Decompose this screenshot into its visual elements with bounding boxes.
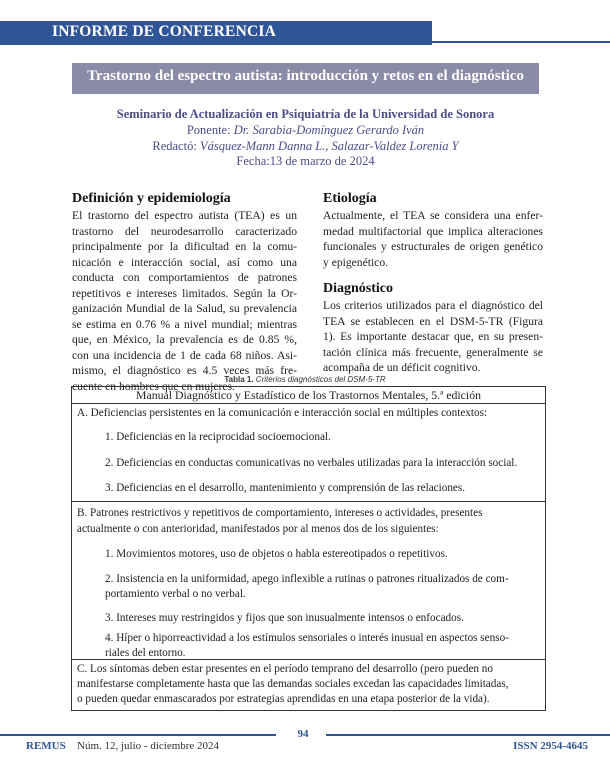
criterion-b-intro-cont: actualmente o con anterioridad, manifestados por al menos dos de los siguientes: <box>77 523 439 535</box>
diagnosis-heading: Diagnóstico <box>323 281 393 296</box>
paragraph-line: conducta con comportamientos de patrones <box>72 271 297 284</box>
paragraph-line: medad multifactorial que implica alteraciones <box>323 224 543 238</box>
criterion-a3: 3. Deficiencias en el desarrollo, mantenimiento y comprensión de las relaciones. <box>105 482 466 494</box>
paragraph-line: tación clínica más frecuente, generalmente se <box>323 345 543 359</box>
section-label: INFORME DE CONFERENCIA <box>52 23 276 40</box>
criteria-table <box>71 386 546 711</box>
speaker-name: Dr. Sarabia-Domínguez Gerardo Iván <box>233 123 425 137</box>
criterion-b2: 2. Insistencia en la uniformidad, apego inflexible a rutinas o patrones ritualizados de com- <box>105 573 509 585</box>
criterion-b2-cont: portamiento verbal o no verbal. <box>105 588 246 600</box>
criterion-c-row <box>72 660 545 710</box>
paragraph-line: funcionales y estructurales de origen genético <box>323 240 543 253</box>
speaker-label: Ponente: <box>186 123 234 137</box>
criterion-c-cont-1: manifestarse completamente hasta que las demandas sociales excedan las capacidades limitadas, <box>77 678 509 690</box>
paragraph-line: nicación e interacción social, así como una <box>72 255 297 269</box>
criterion-a2: 2. Deficiencias en conductas comunicativas no verbales utilizadas para la interacción social. <box>105 457 518 469</box>
criterion-b-row <box>72 502 545 660</box>
date-line: Fecha:13 de marzo de 2024 <box>236 154 375 168</box>
seminar-line: Seminario de Actualización en Psiquiatría de la Universidad de Sonora <box>116 107 495 121</box>
paragraph-line: Actualmente, el TEA se considera una enfer- <box>323 209 543 222</box>
paragraph-line: y epigenético. <box>323 255 389 269</box>
section-banner <box>0 21 432 45</box>
table-caption-label: Tabla 1. <box>224 375 254 384</box>
paragraph-line: trastorno del neurodesarrollo caracterizado <box>72 224 297 238</box>
writer-line <box>72 138 539 154</box>
table-header: Manual Diagnóstico y Estadístico de los Trastornos Mentales, 5.ª edición <box>72 387 545 404</box>
etiology-paragraph <box>323 208 543 270</box>
footer-rule-left <box>0 734 276 736</box>
paragraph-line: mismo, el diagnóstico es 4.5 veces más fre- <box>72 364 297 377</box>
writer-label: Redactó: <box>152 139 200 153</box>
title-box <box>72 63 539 94</box>
criterion-a1: 1. Deficiencias en la reciprocidad socioemocional. <box>105 431 331 443</box>
header-rule <box>432 41 610 43</box>
paragraph-line: El trastorno del espectro autista (TEA) es un <box>72 209 297 222</box>
criterion-b4: 4. Híper o hiporreactividad a los estímulos sensoriales o interés inusual en aspectos senso- <box>105 632 509 644</box>
etiology-heading: Etiología <box>323 191 377 206</box>
paragraph-line: acompaña de un déficit cognitivo. <box>323 361 481 374</box>
paragraph-line: con una incidencia de 1 de cada 68 niños. Asi- <box>72 348 297 362</box>
issue-info: Núm. 12, julio - diciembre 2024 <box>77 740 220 752</box>
definition-heading: Definición y epidemiología <box>72 191 231 206</box>
paragraph-line: 1). Es importante destacar que, en su presen- <box>323 330 543 343</box>
speaker-line <box>72 122 539 138</box>
table-caption <box>0 375 610 384</box>
criterion-a-intro: A. Deficiencias persistentes en la comunicación e interacción social en múltiples contextos: <box>77 407 488 419</box>
criterion-b1: 1. Movimientos motores, uso de objetos o habla estereotipados o repetitivos. <box>105 548 448 560</box>
paragraph-line: cuente en hombres que en mujeres. <box>72 379 235 393</box>
journal-name: REMUS <box>26 740 66 752</box>
paragraph-line: principalmente por la dificultad en la comu- <box>72 240 297 253</box>
paragraph-line: TEA se establecen en el DSM-5-TR (Figura <box>323 314 543 328</box>
footer-rule-right <box>326 734 610 736</box>
paragraph-line: ganización Mundial de la Salud, su prevalencia <box>72 302 297 315</box>
article-title: Trastorno del espectro autista: introducción y retos en el diagnóstico <box>87 68 524 84</box>
paragraph-line: se estima en 0.76 % a nivel mundial; mientras <box>72 317 297 331</box>
criterion-b3: 3. Intereses muy restringidos y fijos que son inusualmente intensos o enfocados. <box>105 612 464 624</box>
paragraph-line: repetitivos e intereses limitados. Según la Or- <box>72 286 297 300</box>
definition-paragraph <box>72 208 297 394</box>
diagnosis-paragraph <box>323 298 543 376</box>
criterion-c: C. Los síntomas deben estar presentes en el período temprano del desarrollo (pero pueden no <box>77 663 493 675</box>
criterion-b4-cont: riales del entorno. <box>105 647 186 659</box>
criterion-c-cont-2: o pueden quedar enmascarados por estrategias aprendidas en una etapa posterior de la vida). <box>77 693 490 705</box>
criterion-b-intro: B. Patrones restrictivos y repetitivos de comportamiento, intereses o actividades, presentes <box>77 507 483 519</box>
issn: ISSN 2954-4645 <box>513 740 588 752</box>
writer-names: Vásquez-Mann Danna L., Salazar-Valdez Lorenia Y <box>199 139 459 153</box>
paragraph-line: que, en México, la prevalencia es de 0.85 %, <box>72 333 297 346</box>
table-caption-text: Criterios diagnósticos del DSM-5-TR <box>253 375 386 384</box>
paragraph-line: Los criterios utilizados para el diagnóstico del <box>323 299 543 312</box>
page-number: 94 <box>297 728 309 740</box>
criterion-a-row <box>72 404 545 502</box>
